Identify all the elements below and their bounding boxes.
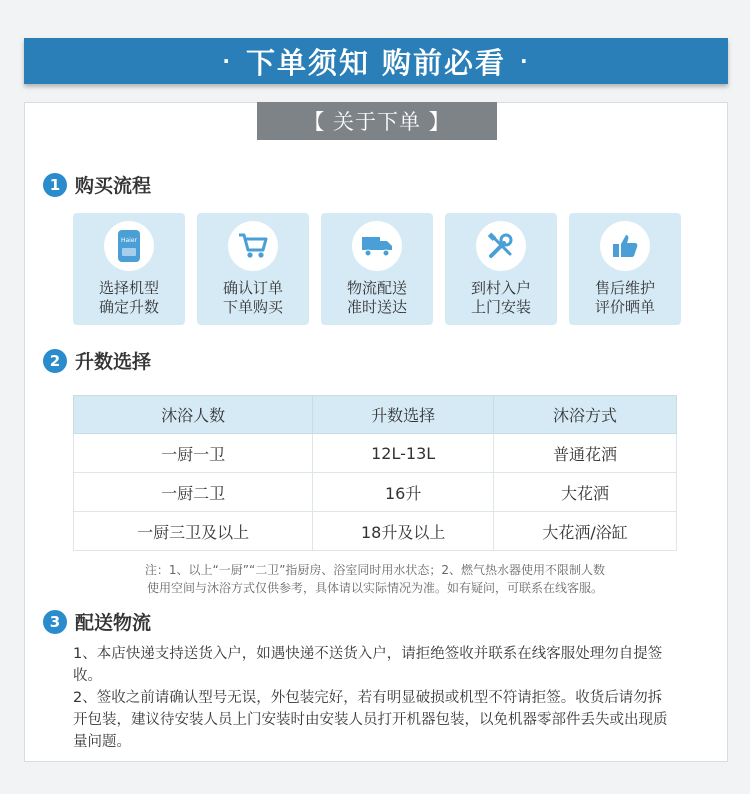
thumbs-up-icon [600, 221, 650, 271]
banner-dot-left: · [222, 49, 232, 73]
top-banner [24, 38, 728, 84]
table-row [74, 512, 677, 551]
banner-dot-right: · [520, 49, 530, 73]
step-label: 物流配送 准时送达 [346, 279, 407, 316]
step-confirm-order [197, 213, 309, 325]
step-label: 确认订单 下单购买 [222, 279, 283, 316]
table-header-row [74, 396, 677, 434]
heading-capacity-selection [43, 347, 151, 374]
table-row [74, 434, 677, 473]
water-heater-icon [104, 221, 154, 271]
banner-title: 下单须知 购前必看 [245, 45, 507, 80]
table-cell: 一厨二卫 [74, 473, 313, 512]
step-after-sales [569, 213, 681, 325]
step-label: 到村入户 上门安装 [470, 279, 531, 316]
table-cell: 大花洒 [494, 473, 677, 512]
column-header: 升数选择 [313, 396, 494, 434]
step-logistics [321, 213, 433, 325]
table-note [95, 561, 655, 597]
step-label: 选择机型 确定升数 [98, 279, 159, 316]
table-cell: 12L-13L [313, 434, 494, 473]
table-cell: 普通花洒 [494, 434, 677, 473]
shopping-cart-icon [228, 221, 278, 271]
heading-delivery [43, 608, 151, 635]
order-info-card [24, 102, 728, 762]
step-choose-model [73, 213, 185, 325]
column-header: 沐浴方式 [494, 396, 677, 434]
delivery-truck-icon [352, 221, 402, 271]
delivery-paragraph-1: 1、本店快递支持送货入户，如遇快递不送货入户，请拒绝签收并联系在线客服处理勿自提签收。 [73, 646, 663, 684]
table-cell: 一厨三卫及以上 [74, 512, 313, 551]
capacity-table [73, 395, 677, 551]
table-cell: 16升 [313, 473, 494, 512]
step-label: 售后维护 评价晒单 [594, 279, 655, 316]
purchase-steps [73, 213, 685, 325]
table-cell: 一厨一卫 [74, 434, 313, 473]
tools-icon [476, 221, 526, 271]
note-line: 使用空间与沐浴方式仅供参考，具体请以实际情况为准。如有疑问，可联系在线客服。 [146, 581, 603, 595]
table-row [74, 473, 677, 512]
section-tab: 【 关于下单 】 [257, 102, 497, 140]
section-title: 购买流程 [75, 175, 152, 197]
section-number: 2 [43, 349, 67, 373]
column-header: 沐浴人数 [74, 396, 313, 434]
brand-text: Haier [120, 237, 138, 244]
table-cell: 18升及以上 [313, 512, 494, 551]
section-number: 3 [43, 610, 67, 634]
section-number: 1 [43, 173, 67, 197]
note-line: 注：1、以上“一厨”“二卫”指厨房、浴室同时用水状态；2、燃气热水器使用不限制人数 [144, 563, 606, 577]
delivery-paragraph-2: 2、签收之前请确认型号无误，外包装完好，若有明显破损或机型不符请拒签。收货后请勿拆开包装，建议待安装人员上门安装时由安装人员打开机器包装，以免机器零部件丢失或出现质量问题。 [73, 690, 668, 750]
section-title: 升数选择 [75, 351, 152, 373]
section-title: 配送物流 [75, 612, 152, 634]
heading-purchase-flow [43, 171, 151, 198]
table-cell: 大花洒/浴缸 [494, 512, 677, 551]
step-installation [445, 213, 557, 325]
